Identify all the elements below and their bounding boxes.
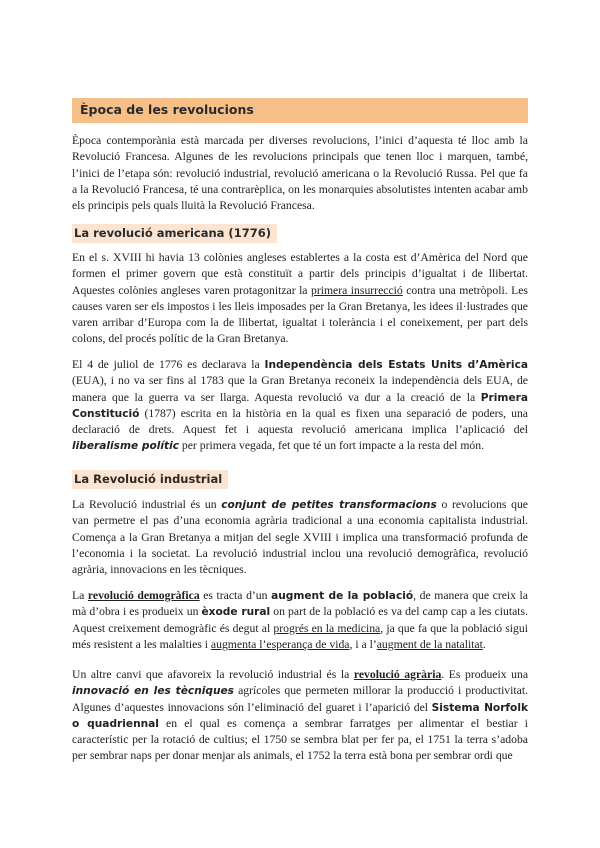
political-liberalism-term: liberalisme polític bbox=[72, 440, 179, 453]
primera-insurreccio-term: primera insurrecció bbox=[310, 283, 403, 297]
industrial-paragraph-1: La Revolució industrial és un conjunt de petites transformacions o revolucions que van permetre el pas d’una economia agrària tradicional a una economia capitalista industrial. Comença a la Gran Bretanya a mitjan del segle XVIII i implica una transformació profunda de l’economia i la societat. La revolució industrial inclou una revolució demogràfica, revolució agrària, innovacions en les tècniques. bbox=[72, 498, 528, 577]
american-paragraph-1: En el s. XVIII hi havia 13 colònies angleses establertes a la costa est d’Amèrica del Nord que formen el primer govern que està constituït a partir dels principis d’igualtat i de llibertat. Aquestes colònies angleses varen protagonitzar la primera insurrecció contra una metròpoli. Les causes varen ser els impostos i les lleis imposades per la Gran Bretanya, les idees il·lustrades que varen arribar d’Europa com la de llibertat, igualtat i tolerància i el coneixement, per part dels colons, del procés polític de la Gran Bretanya. bbox=[72, 251, 528, 346]
life-expectancy-term: augmenta l’esperança de vida bbox=[210, 637, 350, 651]
small-transformations-term: conjunt de petites transformacions bbox=[221, 499, 437, 511]
independence-term: Independència dels Estats Units d’Amèrica bbox=[264, 359, 528, 371]
first-constitution-term: Primera Constitució bbox=[72, 391, 528, 420]
american-paragraph-2: El 4 de juliol de 1776 es declarava la Independència dels Estats Units d’Amèrica (EUA), i no va ser fins al 1783 que la Gran Bretanya reconeix la independència dels EUA, de manera que la guerra va ser llarga. Aquesta revolució va dur a la creació de la Primera Constitució (1787) escrita en la història en la qual es fixen una separació de poders, una declaració de drets. Aquest fet i aquesta revolució americana implica l’aplicació del liberalisme polític per primera vegada, fet que té un fort impacte a la resta del món. bbox=[72, 358, 528, 453]
population-increase-term: augment de la població bbox=[271, 590, 414, 602]
agrarian-revolution-term: revolució agrària bbox=[353, 668, 442, 681]
rural-exodus-term: èxode rural bbox=[201, 606, 271, 619]
norfolk-system-term: Sistema Norfolk o quadriennal bbox=[72, 701, 528, 730]
industrial-paragraph-3: Un altre canvi que afavoreix la revolució industrial és la revolució agrària. Es produeix una innovació en les tècniques agrícoles que permeten millorar la producció i productivitat. Algunes d’aquestes innovacions són l’eliminació del guaret i l’aparició del Sistema Norfolk o quadriennal en el qual es comença a sembrar farratges per alimentar el bestiar i característic per la rotació de cultius; el 1750 se sembra blat per fer pa, el 1751 la terra s’adoba per sembrar naps per donar menjar als animals, el 1752 la terra està bona per sembrar ordi que bbox=[72, 668, 529, 763]
section-heading-industrial: La Revolució industrial bbox=[72, 470, 228, 489]
industrial-paragraph-2: La revolució demogràfica es tracta d’un augment de la població, de manera que creix la mà d’obra i es produeix un èxode rural on part de la població es va del camp cap a les ciutats. Aquest creixement demogràfic és degut al progrés en la medicina, ja que fa que la població sigui més resistent a les malalties i augmenta l’esperança de vida, i a l’augment de la natalitat. bbox=[72, 589, 528, 651]
technical-innovation-term: innovació en les tècniques bbox=[72, 685, 234, 698]
section-heading-american: La revolució americana (1776) bbox=[72, 224, 277, 243]
title-banner bbox=[72, 98, 528, 123]
demographic-revolution-term: revolució demogràfica bbox=[87, 589, 200, 602]
page-title: Època de les revolucions bbox=[80, 102, 254, 117]
birth-rate-term: augment de la natalitat bbox=[376, 637, 483, 651]
medicine-progress-term: progrés en la medicina bbox=[273, 621, 381, 635]
intro-paragraph: Època contemporània està marcada per diverses revolucions, l’inici d’aquesta té lloc amb la Revolució Francesa. Algunes de les revolucions principals que tenen lloc i marquen, també, l’inici de l’etapa són: revolució industrial, revolució americana o la Revolució Russa. Pel que fa a la Revolució Francesa, té una contrarèplica, on les monarquies absolutistes intenten acabar amb els principis pels quals lluità la Revolució Francesa. bbox=[72, 134, 528, 213]
